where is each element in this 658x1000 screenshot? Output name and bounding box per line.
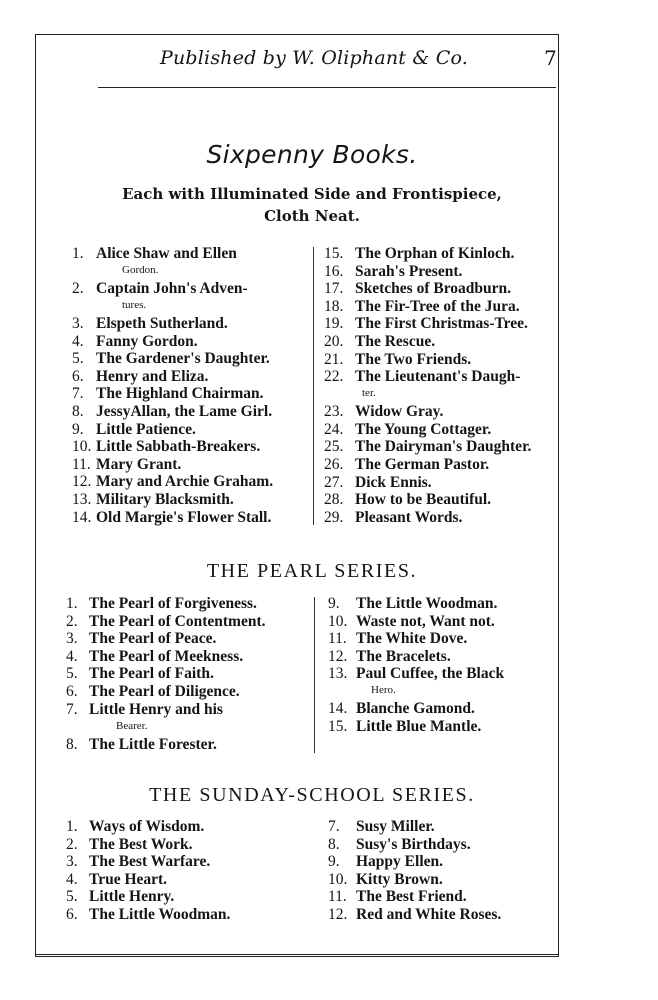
item-number: 3.	[66, 853, 78, 871]
item-title: The Pearl of Meekness.	[89, 647, 244, 665]
page-number: 7	[544, 46, 557, 70]
item-number: 1.	[72, 245, 84, 262]
item-number: 6.	[66, 905, 78, 923]
item-number: 9.	[328, 853, 340, 871]
item-number: 9.	[72, 420, 84, 438]
item-title: Waste not, Want not.	[356, 612, 495, 630]
item-title: Kitty Brown.	[356, 870, 443, 888]
item-number: 13.	[72, 490, 92, 508]
item-title: Dick Ennis.	[355, 473, 432, 491]
item-title: Little Blue Mantle.	[356, 717, 482, 735]
item-title: The Pearl of Faith.	[89, 665, 214, 683]
item-title: The Best Work.	[89, 835, 193, 853]
item-number: 29.	[324, 508, 344, 526]
item-number: 11.	[72, 455, 91, 473]
item-title: The Pearl of Diligence.	[89, 682, 240, 700]
item-number: 8.	[328, 835, 340, 853]
item-title: The German Pastor.	[355, 455, 490, 473]
item-number: 22.	[324, 368, 344, 386]
pearl-list-left	[66, 595, 306, 753]
item-title: Red and White Roses.	[356, 905, 502, 923]
item-number: 16.	[324, 262, 344, 280]
list-item	[66, 888, 306, 906]
sunday-list-left	[66, 818, 306, 924]
list-item	[328, 888, 568, 906]
item-title: The Bracelets.	[356, 647, 451, 665]
top-border	[35, 34, 559, 35]
item-title: Ways of Wisdom.	[89, 818, 205, 835]
item-number: 9.	[328, 595, 340, 612]
list-item	[72, 473, 310, 491]
item-title: Elspeth Sutherland.	[96, 315, 228, 332]
list-item	[66, 906, 306, 924]
list-item	[324, 298, 564, 316]
list-item	[72, 280, 310, 315]
list-item	[328, 871, 568, 889]
item-title: The Best Warfare.	[89, 853, 211, 871]
item-number: 7.	[66, 700, 78, 718]
item-number: 1.	[66, 818, 78, 835]
item-number: 2.	[66, 835, 78, 853]
item-number: 21.	[324, 350, 344, 368]
list-item	[328, 595, 568, 613]
list-item	[72, 368, 310, 386]
item-number: 15.	[324, 245, 344, 262]
item-title: Old Margie's Flower Stall.	[96, 508, 272, 526]
item-title-continuation: tures.	[122, 299, 147, 311]
item-number: 7.	[328, 818, 340, 835]
item-title: The Rescue.	[355, 332, 436, 350]
list-item	[328, 648, 568, 666]
sixpenny-column-divider	[313, 247, 314, 525]
list-item	[324, 509, 564, 527]
item-number: 8.	[66, 735, 78, 753]
item-number: 6.	[72, 367, 84, 385]
item-title: Little Henry and his	[89, 700, 223, 718]
list-item	[328, 853, 568, 871]
sixpenny-subtitle-line1: Each with Illuminated Side and Frontispiece,	[122, 185, 502, 203]
item-title: How to be Beautiful.	[355, 491, 492, 509]
list-item	[324, 263, 564, 281]
item-number: 12.	[328, 647, 348, 665]
item-title: Sarah's Present.	[355, 262, 463, 280]
list-item	[324, 438, 564, 456]
pearl-list-right	[328, 595, 568, 736]
running-head: Published by W. Oliphant & Co.	[160, 47, 468, 69]
list-item	[66, 613, 306, 631]
pearl-series-title: THE PEARL SERIES.	[206, 560, 418, 582]
item-title: The Pearl of Peace.	[89, 630, 217, 648]
item-number: 2.	[66, 612, 78, 630]
item-title: The Orphan of Kinloch.	[355, 245, 515, 262]
item-number: 4.	[66, 870, 78, 888]
sixpenny-list-right	[324, 245, 564, 526]
list-item	[72, 350, 310, 368]
list-item	[328, 906, 568, 924]
item-title: Paul Cuffee, the Black	[356, 665, 505, 683]
item-title: The Little Woodman.	[356, 595, 498, 612]
item-title-continuation: Bearer.	[116, 719, 148, 732]
item-number: 18.	[324, 297, 344, 315]
item-number: 8.	[72, 402, 84, 420]
list-item	[66, 665, 306, 683]
list-item	[66, 701, 306, 736]
list-item	[328, 613, 568, 631]
item-number: 19.	[324, 315, 344, 333]
item-title-continuation: ter.	[362, 387, 376, 400]
item-title: Mary Grant.	[96, 455, 182, 473]
item-number: 3.	[72, 315, 84, 332]
item-number: 13.	[328, 665, 348, 683]
item-number: 28.	[324, 491, 344, 509]
item-title: True Heart.	[89, 870, 168, 888]
list-item	[66, 648, 306, 666]
sixpenny-list-left	[72, 245, 310, 526]
list-item	[324, 368, 564, 403]
item-number: 2.	[72, 280, 84, 297]
list-item	[328, 700, 568, 718]
item-number: 17.	[324, 280, 344, 298]
list-item	[72, 333, 310, 351]
item-number: 11.	[328, 630, 347, 648]
item-title: Happy Ellen.	[356, 853, 443, 871]
sixpenny-subtitle-line2: Cloth Neat.	[264, 207, 360, 225]
item-number: 20.	[324, 332, 344, 350]
item-title-continuation: Gordon.	[122, 264, 159, 276]
list-item	[66, 683, 306, 701]
item-number: 7.	[72, 385, 84, 403]
item-number: 5.	[66, 888, 78, 906]
list-item	[324, 245, 564, 263]
item-number: 4.	[66, 647, 78, 665]
item-number: 24.	[324, 420, 344, 438]
list-item	[72, 509, 310, 527]
sixpenny-title: Sixpenny Books.	[206, 140, 418, 169]
list-item	[324, 403, 564, 421]
list-item	[324, 491, 564, 509]
list-item	[72, 456, 310, 474]
item-title: Blanche Gamond.	[356, 700, 475, 718]
list-item	[66, 736, 306, 754]
list-item	[72, 403, 310, 421]
item-title: Alice Shaw and Ellen	[96, 245, 237, 262]
list-item	[324, 333, 564, 351]
item-title: The Pearl of Forgiveness.	[89, 595, 257, 612]
item-title: The Highland Chairman.	[96, 385, 264, 403]
list-item	[72, 245, 310, 280]
item-number: 11.	[328, 888, 347, 906]
list-item	[328, 665, 568, 700]
list-item	[324, 421, 564, 439]
item-title: The White Dove.	[356, 630, 468, 648]
list-item	[324, 280, 564, 298]
item-number: 14.	[328, 700, 348, 718]
item-title: Little Henry.	[89, 888, 175, 906]
item-title: Widow Gray.	[355, 403, 444, 421]
header-rule	[98, 87, 556, 88]
list-item	[72, 438, 310, 456]
item-title: The Two Friends.	[355, 350, 472, 368]
list-item	[66, 836, 306, 854]
item-number: 23.	[324, 403, 344, 421]
item-title: Henry and Eliza.	[96, 367, 209, 385]
item-number: 12.	[328, 905, 348, 923]
item-number: 26.	[324, 455, 344, 473]
item-number: 14.	[72, 508, 92, 526]
item-title: The Little Woodman.	[89, 905, 231, 923]
list-item	[328, 836, 568, 854]
list-item	[66, 630, 306, 648]
list-item	[72, 421, 310, 439]
list-item	[66, 853, 306, 871]
item-number: 1.	[66, 595, 78, 612]
list-item	[324, 474, 564, 492]
item-title: The Little Forester.	[89, 735, 217, 753]
item-title: The Young Cottager.	[355, 420, 492, 438]
item-title: The Lieutenant's Daugh-	[355, 368, 521, 386]
list-item	[66, 818, 306, 836]
item-title: Susy Miller.	[356, 818, 435, 835]
item-title: The Gardener's Daughter.	[96, 350, 270, 368]
item-title: Sketches of Broadburn.	[355, 280, 512, 298]
sunday-list-right	[328, 818, 568, 924]
item-title: Pleasant Words.	[355, 508, 463, 526]
item-title: JessyAllan, the Lame Girl.	[96, 402, 273, 420]
list-item	[66, 871, 306, 889]
item-number: 10.	[328, 612, 348, 630]
item-title: Little Sabbath-Breakers.	[96, 438, 261, 456]
item-number: 6.	[66, 682, 78, 700]
item-number: 3.	[66, 630, 78, 648]
item-number: 10.	[328, 870, 348, 888]
list-item	[328, 630, 568, 648]
item-number: 4.	[72, 332, 84, 350]
item-title: The Fir-Tree of the Jura.	[355, 297, 520, 315]
list-item	[72, 385, 310, 403]
list-item	[324, 351, 564, 369]
item-title: The Pearl of Contentment.	[89, 612, 266, 630]
item-number: 25.	[324, 438, 344, 456]
item-title: Military Blacksmith.	[96, 490, 234, 508]
item-title: Mary and Archie Graham.	[96, 473, 274, 491]
pearl-column-divider	[314, 597, 315, 753]
item-title: The Dairyman's Daughter.	[355, 438, 532, 456]
item-number: 5.	[66, 665, 78, 683]
item-title: The Best Friend.	[356, 888, 467, 906]
bottom-border	[35, 954, 559, 957]
item-title-continuation: Hero.	[371, 684, 396, 697]
item-number: 5.	[72, 350, 84, 368]
item-number: 27.	[324, 473, 344, 491]
item-number: 15.	[328, 717, 348, 735]
item-number: 10.	[72, 438, 92, 456]
list-item	[328, 718, 568, 736]
item-title: Captain John's Adven-	[96, 280, 248, 297]
item-title: Fanny Gordon.	[96, 332, 198, 350]
item-number: 12.	[72, 473, 92, 491]
list-item	[328, 818, 568, 836]
item-title: Little Patience.	[96, 420, 196, 438]
list-item	[72, 315, 310, 333]
sunday-school-series-title: THE SUNDAY-SCHOOL SERIES.	[149, 784, 475, 806]
list-item	[324, 456, 564, 474]
item-title: The First Christmas-Tree.	[355, 315, 528, 333]
item-title: Susy's Birthdays.	[356, 835, 471, 853]
list-item	[324, 315, 564, 333]
list-item	[72, 491, 310, 509]
list-item	[66, 595, 306, 613]
